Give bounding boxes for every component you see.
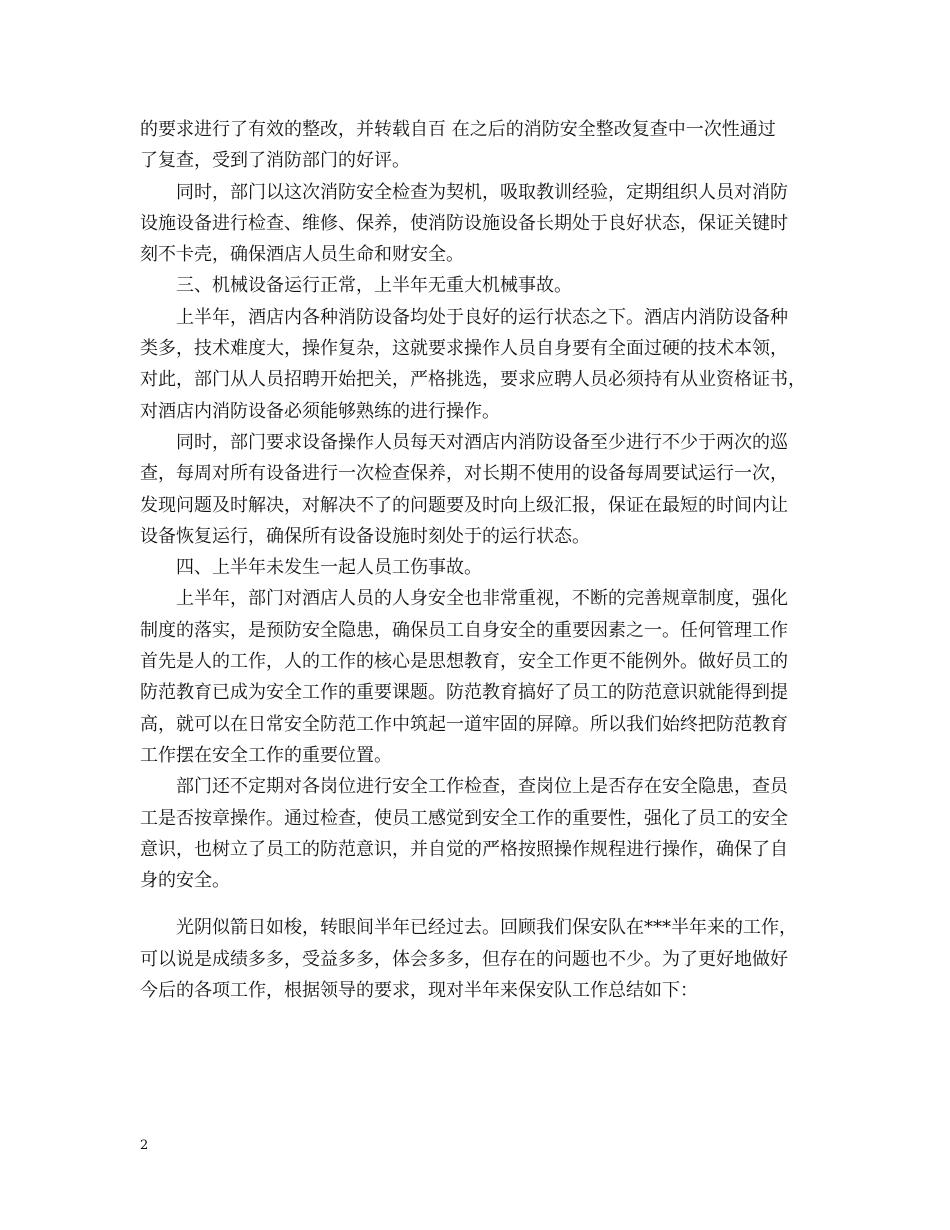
- text-line: 查，每周对所有设备进行一次检查保养，对长期不使用的设备每周要试运行一次，: [140, 463, 788, 485]
- text-line: 的要求进行了有效的整改，并转载自百 在之后的消防安全整改复查中一次性通过: [140, 119, 776, 140]
- text-line: 可以说是成绩多多，受益多多，体会多多，但存在的问题也不少。为了更好地做好: [140, 948, 788, 970]
- text-line: 高，就可以在日常安全防范工作中筑起一道牢固的屏障。所以我们始终把防范教育: [140, 713, 788, 735]
- text-line: 同时，部门要求设备操作人员每天对酒店内消防设备至少进行不少于两次的巡: [140, 431, 788, 453]
- text-line: 部门还不定期对各岗位进行安全工作检查，查岗位上是否存在安全隐患，查员: [140, 776, 788, 798]
- text-line: 发现问题及时解决，对解决不了的问题要及时向上级汇报，保证在最短的时间内让: [140, 494, 788, 516]
- text-line: 首先是人的工作，人的工作的核心是思想教育，安全工作更不能例外。做好员工的: [140, 651, 788, 673]
- text-line: 防范教育已成为安全工作的重要课题。防范教育搞好了员工的防范意识就能得到提: [140, 682, 788, 704]
- paragraph-gap: [140, 896, 824, 912]
- text-line: 同时，部门以这次消防安全检查为契机，吸取教训经验，定期组织人员对消防: [140, 181, 788, 203]
- page-number: 2: [140, 1138, 149, 1153]
- text-line: 制度的落实，是预防安全隐患，确保员工自身安全的重要因素之一。任何管理工作: [140, 619, 788, 641]
- text-line: 今后的各项工作，根据领导的要求，现对半年来保安队工作总结如下：: [140, 980, 698, 1002]
- text-line: 意识，也树立了员工的防范意识，并自觉的严格按照操作规程进行操作，确保了自: [140, 838, 788, 860]
- text-line: 上半年，部门对酒店人员的人身安全也非常重视，不断的完善规章制度，强化: [140, 588, 788, 610]
- text-line: 工作摆在安全工作的重要位置。: [140, 744, 392, 766]
- section-heading: 三、机械设备运行正常，上半年无重大机械事故。: [140, 275, 572, 297]
- text-line: 刻不卡壳，确保酒店人员生命和财安全。: [140, 244, 464, 266]
- text-line: 设施设备进行检查、维修、保养，使消防设施设备长期处于良好状态，保证关键时: [140, 212, 788, 234]
- body-text: [140, 114, 824, 1006]
- text-line: 身的安全。: [140, 870, 230, 892]
- section-heading: 四、上半年未发生一起人员工伤事故。: [140, 557, 482, 579]
- text-line: 上半年，酒店内各种消防设备均处于良好的运行状态之下。酒店内消防设备种: [140, 306, 788, 328]
- text-line: 了复查，受到了消防部门的好评。: [140, 150, 410, 172]
- text-line: 对此，部门从人员招聘开始把关，严格挑选，要求应聘人员必须持有从业资格证书，: [140, 369, 806, 391]
- text-line: 对酒店内消防设备必须能够熟练的进行操作。: [140, 400, 500, 422]
- text-line: 类多，技术难度大，操作复杂，这就要求操作人员自身要有全面过硬的技术本领，: [140, 338, 788, 360]
- text-line: 设备恢复运行，确保所有设备设施时刻处于的运行状态。: [140, 525, 590, 547]
- text-line: 光阴似箭日如梭，转眼间半年已经过去。回顾我们保安队在***半年来的工作，: [140, 917, 797, 939]
- text-line: 工是否按章操作。通过检查，使员工感觉到安全工作的重要性，强化了员工的安全: [140, 807, 788, 829]
